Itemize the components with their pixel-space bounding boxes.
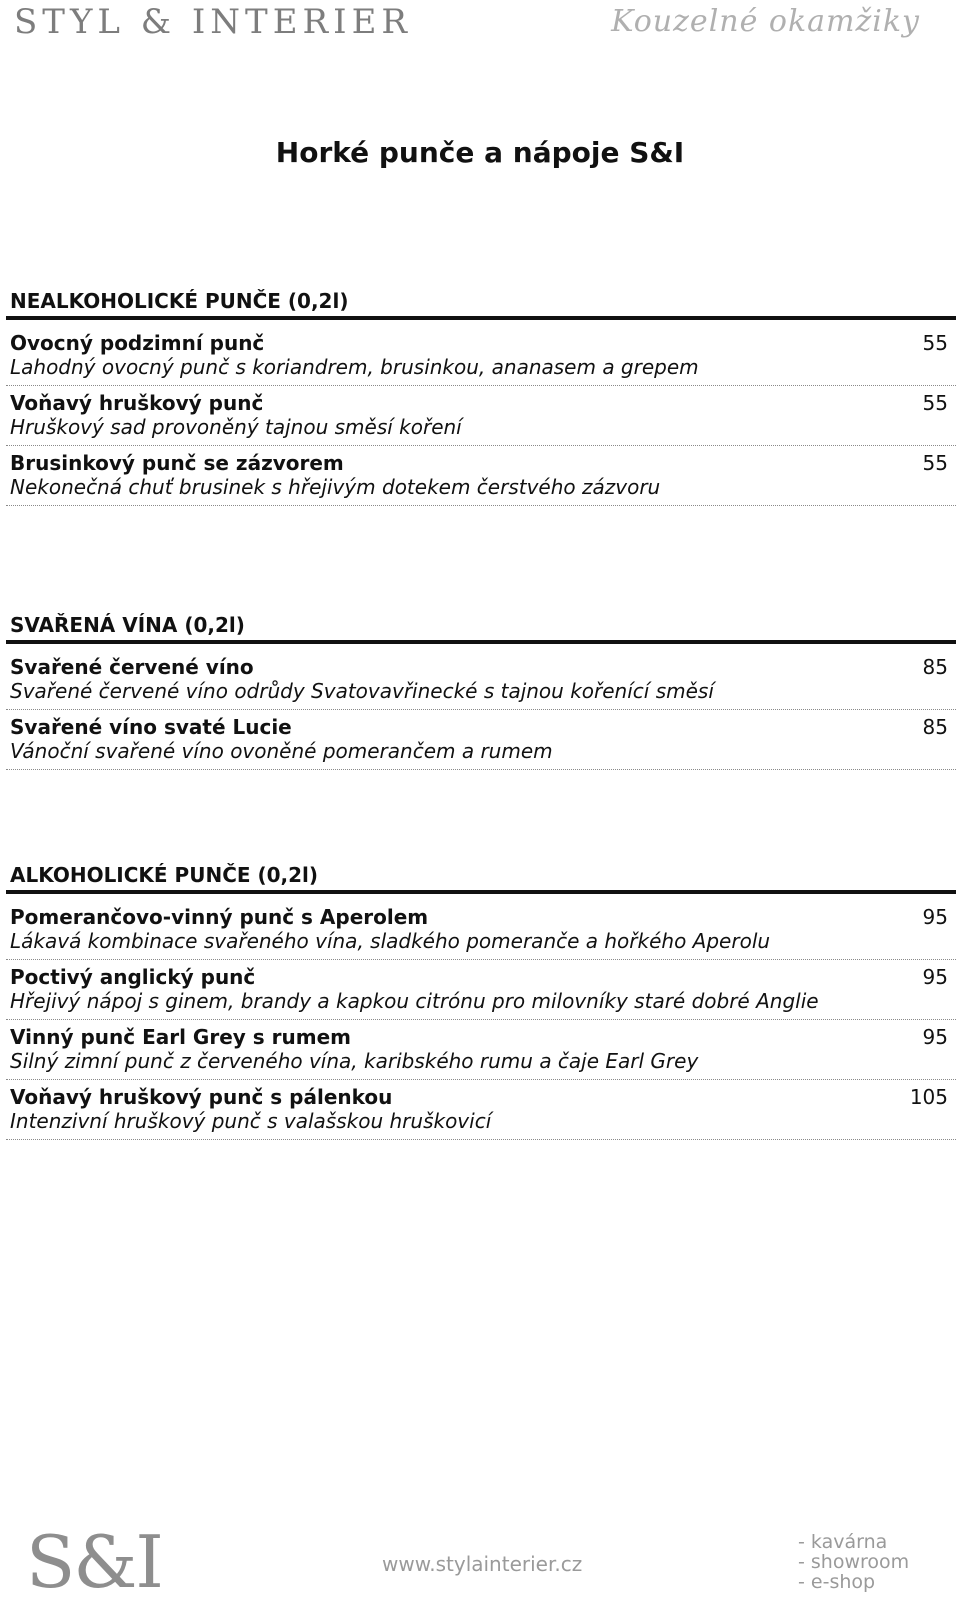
item-name: Pomerančovo-vinný punč s Aperolem [10, 905, 429, 929]
item-price: 95 [922, 965, 948, 989]
menu-item [6, 1080, 956, 1140]
item-price: 95 [922, 1025, 948, 1049]
item-price: 85 [922, 655, 948, 679]
service-item-showroom: - showroom [798, 1551, 910, 1573]
menu-item [6, 1020, 956, 1080]
brand-logo-text: STYL & INTERIER [14, 2, 412, 42]
item-price: 55 [922, 331, 948, 355]
section-heading: NEALKOHOLICKÉ PUNČE (0,2l) [6, 286, 956, 320]
menu-item [6, 326, 956, 386]
item-price: 95 [922, 905, 948, 929]
section-nonalcoholic-punch [6, 286, 956, 506]
section-mulled-wine [6, 610, 956, 770]
item-name: Vinný punč Earl Grey s rumem [10, 1025, 351, 1049]
item-name: Svařené červené víno [10, 655, 254, 679]
item-price: 105 [909, 1085, 948, 1109]
item-price: 55 [922, 451, 948, 475]
item-description: Svařené červené víno odrůdy Svatovavřinecké s tajnou kořenící směsí [10, 679, 714, 703]
menu-item [6, 386, 956, 446]
menu-item [6, 710, 956, 770]
service-item-eshop: - e-shop [798, 1571, 876, 1593]
page-title: Horké punče a nápoje S&I [275, 136, 685, 169]
section-alcoholic-punch [6, 860, 956, 1140]
menu-item [6, 650, 956, 710]
item-name: Poctivý anglický punč [10, 965, 256, 989]
menu-item [6, 900, 956, 960]
brand-tagline: Kouzelné okamžiky [611, 4, 920, 39]
item-name: Svařené víno svaté Lucie [10, 715, 292, 739]
item-description: Lákavá kombinace svařeného vína, sladkého pomeranče a hořkého Aperolu [10, 929, 771, 953]
section-heading: SVAŘENÁ VÍNA (0,2l) [6, 610, 956, 644]
section-heading: ALKOHOLICKÉ PUNČE (0,2l) [6, 860, 956, 894]
item-price: 85 [922, 715, 948, 739]
item-description: Lahodný ovocný punč s koriandrem, brusinkou, ananasem a grepem [10, 355, 699, 379]
item-description: Hruškový sad provoněný tajnou směsí koření [10, 415, 462, 439]
footer-services-list [798, 1532, 909, 1592]
item-description: Vánoční svařené víno ovoněné pomerančem a rumem [10, 739, 553, 763]
footer-logo: S&I [26, 1520, 162, 1604]
item-name: Voňavý hruškový punč [10, 391, 264, 415]
item-name: Brusinkový punč se zázvorem [10, 451, 344, 475]
item-description: Silný zimní punč z červeného vína, karibského rumu a čaje Earl Grey [10, 1049, 699, 1073]
item-description: Intenzivní hruškový punč s valašskou hruškovicí [10, 1109, 492, 1133]
footer-website-link[interactable]: www.stylainterier.cz [382, 1552, 583, 1576]
item-description: Hřejivý nápoj s ginem, brandy a kapkou citrónu pro milovníky staré dobré Anglie [10, 989, 819, 1013]
menu-item [6, 446, 956, 506]
item-price: 55 [922, 391, 948, 415]
item-name: Ovocný podzimní punč [10, 331, 265, 355]
menu-item [6, 960, 956, 1020]
item-name: Voňavý hruškový punč s pálenkou [10, 1085, 393, 1109]
service-item-cafe: - kavárna [798, 1531, 888, 1553]
item-description: Nekonečná chuť brusinek s hřejivým dotekem čerstvého zázvoru [10, 475, 661, 499]
